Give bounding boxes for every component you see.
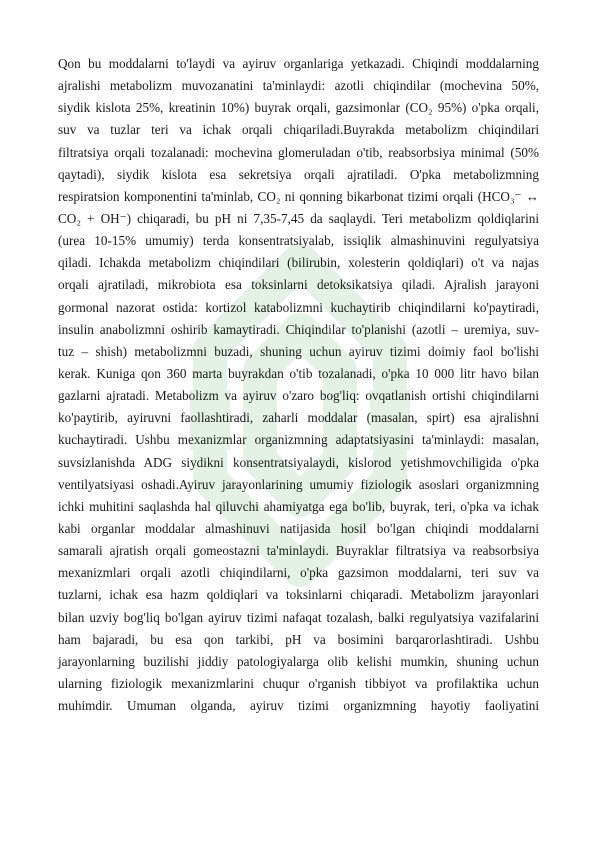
text-line: samarali ajratish orqali gomeostazni ta'minlaydi. Buyraklar filtratsiya va reabsorbsiya: [58, 543, 539, 559]
text-line: bilan uzviy bog'liq bo'lgan ayiruv tizimi nafaqat tozalash, balki regulyatsiya vazifalarini: [58, 609, 539, 625]
text-line: kerak. Kuniga qon 360 marta buyrakdan o'tib tozalanadi, o'pka 10 000 litr havo bilan: [58, 365, 539, 381]
text-line: ajralishi metabolizm muvozanatini ta'minlaydi: azotli chiqindilar (mochevina 50%,: [58, 78, 539, 94]
text-line: qiladi. Ichakda metabolizm chiqindilari (bilirubin, xolesterin qoldiqlari) o't va najas: [58, 255, 539, 271]
text-line: gazlarni ajratadi. Metabolizm va ayiruv o'zaro bog'liq: ovqatlanish ortishi chiqindilarni: [58, 388, 539, 404]
text-line: siydik kislota 25%, kreatinin 10%) buyrak orqali, gazsimonlar (CO₂ 95%) o'pka orqali,: [58, 100, 539, 116]
text-line: kuchaytiradi. Ushbu mexanizmlar organizmning adaptatsiyasini ta'minlaydi: masalan,: [58, 432, 539, 448]
text-line: jarayonlarning buzilishi jiddiy patologiyalarga olib kelishi mumkin, shuning uchun: [58, 653, 539, 669]
text-line: respiratsion komponentini ta'minlab, CO₂ ni qonning bikarbonat tizimi orqali (HCO₃⁻ ↔: [58, 188, 539, 204]
text-line: qaytadi), siydik kislota esa sekretsiya orqali ajratiladi. O'pka metabolizmning: [58, 166, 539, 182]
text-line: mexanizmlari orqali azotli chiqindilarni, o'pka gazsimon moddalarni, teri suv va: [58, 565, 539, 581]
text-line: insulin anabolizmni oshirib kamaytiradi. Chiqindilar to'planishi (azotli – uremiya, suv-: [58, 321, 539, 337]
text-line: CO₂ + OH⁻) chiqaradi, bu pH ni 7,35-7,45 da saqlaydi. Teri metabolizm qoldiqlarini: [58, 210, 539, 226]
text-line: ko'paytirib, ayiruvni faollashtiradi, zaharli moddalar (masalan, spirt) esa ajralishni: [58, 410, 539, 426]
text-line: tuzlarni, ichak esa hazm qoldiqlari va toksinlarni chiqaradi. Metabolizm jarayonlari: [58, 587, 539, 603]
text-line: tuz – shish) metabolizmni buzadi, shuning uchun ayiruv tizimi doimiy faol bo'lishi: [58, 343, 539, 359]
text-line: gormonal nazorat ostida: kortizol katabolizmni kuchaytirib chiqindilarni ko'paytiradi,: [58, 299, 539, 315]
text-line: orqali ajratiladi, mikrobiota esa toksinlarni detoksikatsiya qiladi. Ajralish jarayoni: [58, 277, 539, 293]
text-line: ularning fiziologik mexanizmlarini chuqur o'rganish tibbiyot va profilaktika uchun: [58, 675, 539, 691]
body-text: [58, 53, 539, 717]
text-line: kabi organlar moddalar almashinuvi natijasida hosil bo'lgan chiqindi moddalarni: [58, 520, 539, 536]
text-line: Qon bu moddalarni to'laydi va ayiruv organlariga yetkazadi. Chiqindi moddalarning: [58, 56, 539, 71]
text-line: muhimdir. Umuman olganda, ayiruv tizimi organizmning hayotiy faoliyatini: [58, 698, 539, 714]
text-line: ichki muhitini saqlashda hal qiluvchi ahamiyatga ega bo'lib, buyrak, teri, o'pka va ichak: [58, 498, 539, 514]
text-line: ham bajaradi, bu esa qon tarkibi, pH va bosimini barqarorlashtiradi. Ushbu: [58, 631, 539, 647]
text-line: (urea 10-15% umumiy) terda konsentratsiyalab, issiqlik almashinuvini regulyatsiya: [58, 233, 539, 249]
text-line: suvsizlanishda ADG siydikni konsentratsiyalaydi, kislorod yetishmovchiligida o'pka: [58, 454, 539, 470]
text-line: suv va tuzlar teri va ichak orqali chiqariladi.Buyrakda metabolizm chiqindilari: [58, 122, 539, 138]
text-line: ventilyatsiyasi oshadi.Ayiruv jarayonlarining umumiy fiziologik asoslari organizmning: [58, 476, 539, 492]
text-line: filtratsiya orqali tozalanadi: mochevina glomeruladan o'tib, reabsorbsiya minimal (50%: [58, 144, 539, 160]
